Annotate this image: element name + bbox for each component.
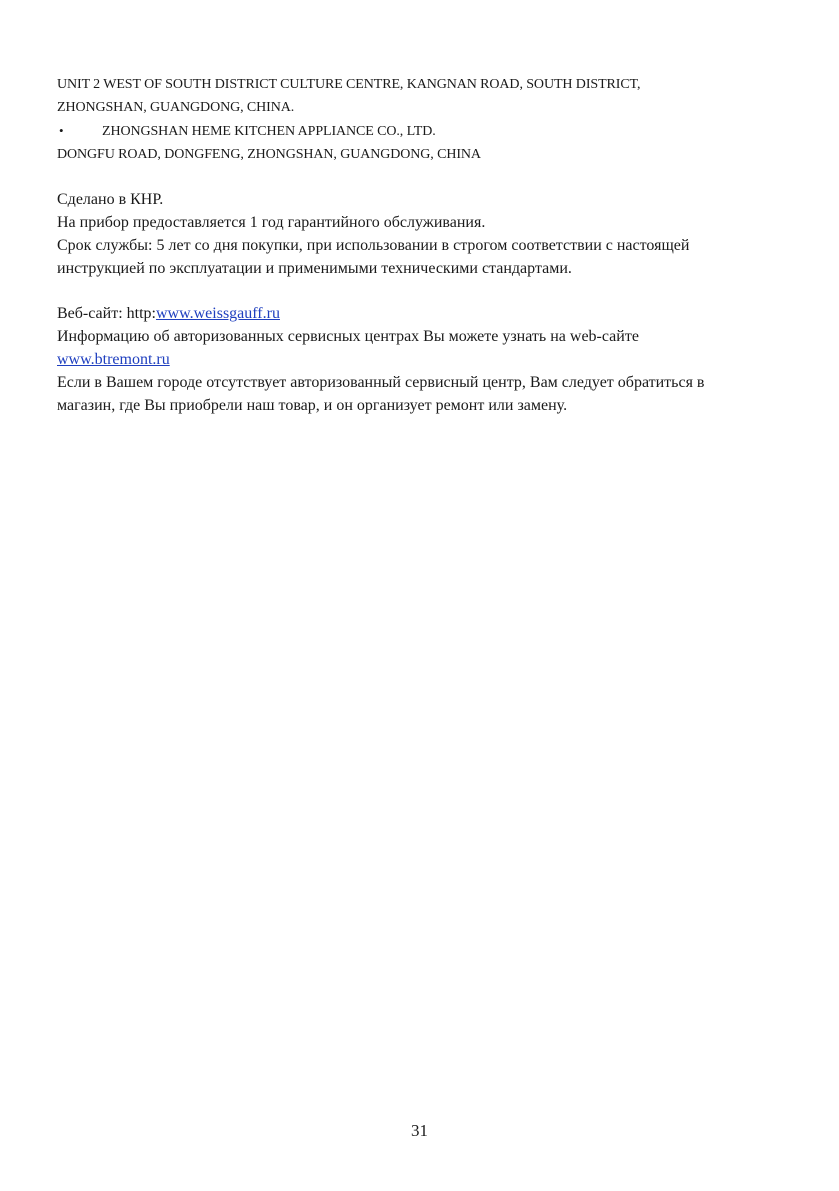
page-number: 31 (411, 1121, 428, 1140)
service-center-link[interactable]: www.btremont.ru (57, 351, 170, 368)
paragraph-gap (57, 280, 797, 302)
no-service-center-text: Если в Вашем городе отсутствует авторизованный сервисный центр, Вам следует обратиться в (57, 374, 705, 391)
address-line: UNIT 2 WEST OF SOUTH DISTRICT CULTURE CENTRE, KANGNAN ROAD, SOUTH DISTRICT, (57, 77, 641, 92)
website-prefix: Веб-сайт: http: (57, 305, 156, 322)
address-line: ZHONGSHAN, GUANGDONG, CHINA. (57, 100, 295, 115)
company-address: DONGFU ROAD, DONGFENG, ZHONGSHAN, GUANGDONG, CHINA (57, 147, 481, 162)
company-name: ZHONGSHAN HEME KITCHEN APPLIANCE CO., LTD. (102, 124, 436, 139)
warranty-text: На прибор предоставляется 1 год гарантийного обслуживания. (57, 214, 486, 231)
paragraph-gap (57, 166, 797, 188)
company-list-item (57, 119, 797, 143)
bullet-icon: • (59, 123, 64, 138)
service-info-text: Информацию об авторизованных сервисных центрах Вы можете узнать на web-сайте (57, 328, 639, 345)
service-life-text: Срок службы: 5 лет со дня покупки, при использовании в строгом соответствии с настоящей (57, 237, 690, 254)
service-link-line (57, 348, 797, 371)
page-content (57, 73, 797, 417)
website-line (57, 302, 797, 325)
made-in-text: Сделано в КНР. (57, 191, 164, 208)
service-life-text: инструкцией по эксплуатации и применимыми техническими стандартами. (57, 260, 572, 277)
no-service-center-text: магазин, где Вы приобрели наш товар, и он организует ремонт или замену. (57, 397, 568, 414)
website-link[interactable]: www.weissgauff.ru (155, 305, 280, 322)
